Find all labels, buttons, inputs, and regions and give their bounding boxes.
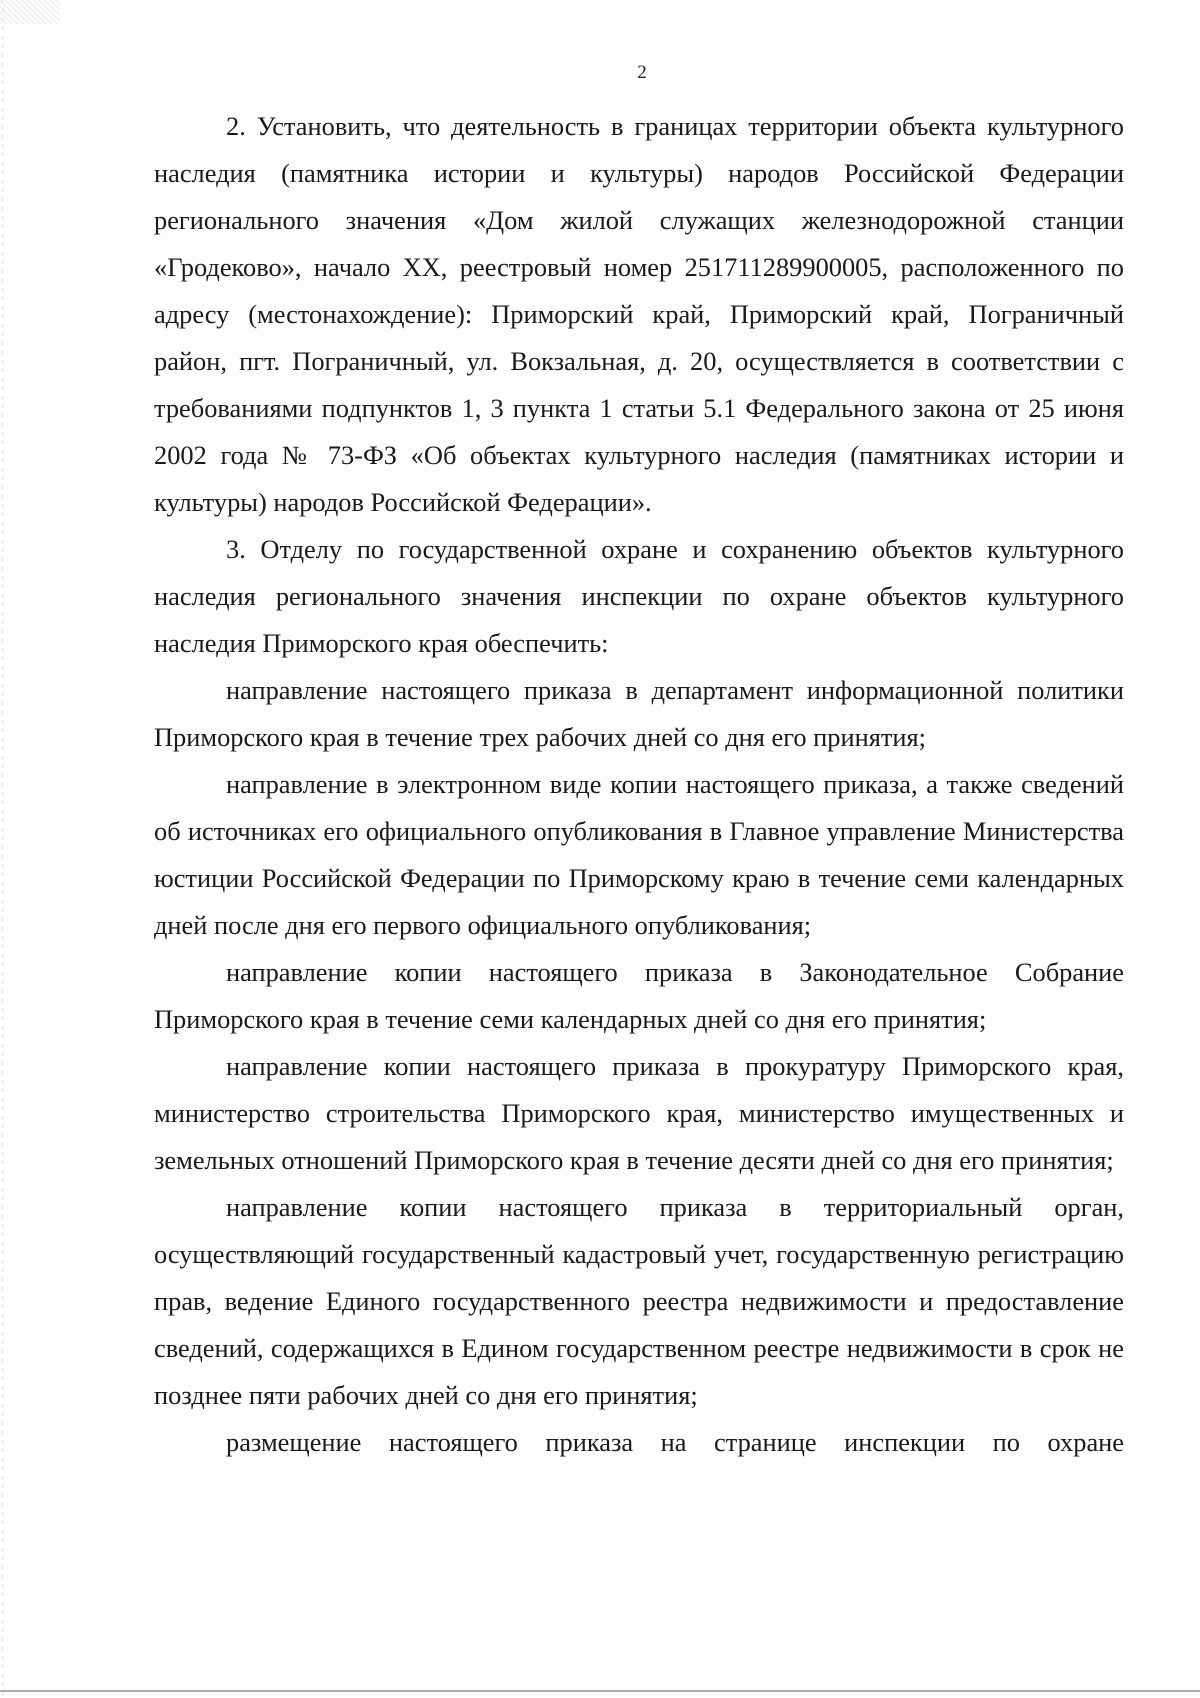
- paragraph-directive: направление настоящего приказа в департамент информационной политики Приморского края в течение трех рабочих дней со дня его принятия;: [154, 675, 1124, 752]
- scan-edge: [2, 0, 3, 1698]
- paragraph-directive: направление в электронном виде копии настоящего приказа, а также сведений об источниках его официального опубликования в Главное управление Министерства юстиции Российской Федерации по Приморскому краю в течение семи календарных дней после дня его первого официального опубликования;: [154, 769, 1124, 940]
- document-body: [154, 103, 1124, 1466]
- paragraph-item-2: 2. Установить, что деятельность в границах территории объекта культурного наследия (памятника истории и культуры) народов Российской Федерации регионального значения «Дом жилой служащих железнодорожной станции «Гродеково», начало XX, реестровый номер 251711289900005, расположенного по адресу (местонахождение): Приморский край, Приморский край, Пограничный район, пгт. Пограничный, ул. Вокзальная, д. 20, осуществляется в соответствии с требованиями подпунктов 1, 3 пункта 1 статьи 5.1 Федерального закона от 25 июня 2002 года № 73-ФЗ «Об объектах культурного наследия (памятниках истории и культуры) народов Российской Федерации».: [154, 111, 1124, 517]
- paragraph-directive: направление копии настоящего приказа в территориальный орган, осуществляющий государственный кадастровый учет, государственную регистрацию прав, ведение Единого государственного реестра недвижимости и предоставление сведений, содержащихся в Едином государственном реестре недвижимости в срок не позднее пяти рабочих дней со дня его принятия;: [154, 1192, 1124, 1410]
- scan-edge: [0, 1690, 1200, 1692]
- page-number: 2: [637, 62, 647, 83]
- scan-artifact: [0, 0, 60, 24]
- paragraph-directive: направление копии настоящего приказа в Законодательное Собрание Приморского края в течение семи календарных дней со дня его принятия;: [154, 957, 1124, 1034]
- paragraph-item-3: 3. Отделу по государственной охране и сохранению объектов культурного наследия регионального значения инспекции по охране объектов культурного наследия Приморского края обеспечить:: [154, 534, 1124, 658]
- paragraph-directive: размещение настоящего приказа на странице инспекции по охране: [226, 1427, 1124, 1457]
- paragraph-directive: направление копии настоящего приказа в прокуратуру Приморского края, министерство строительства Приморского края, министерство имущественных и земельных отношений Приморского края в течение десяти дней со дня его принятия;: [154, 1051, 1124, 1175]
